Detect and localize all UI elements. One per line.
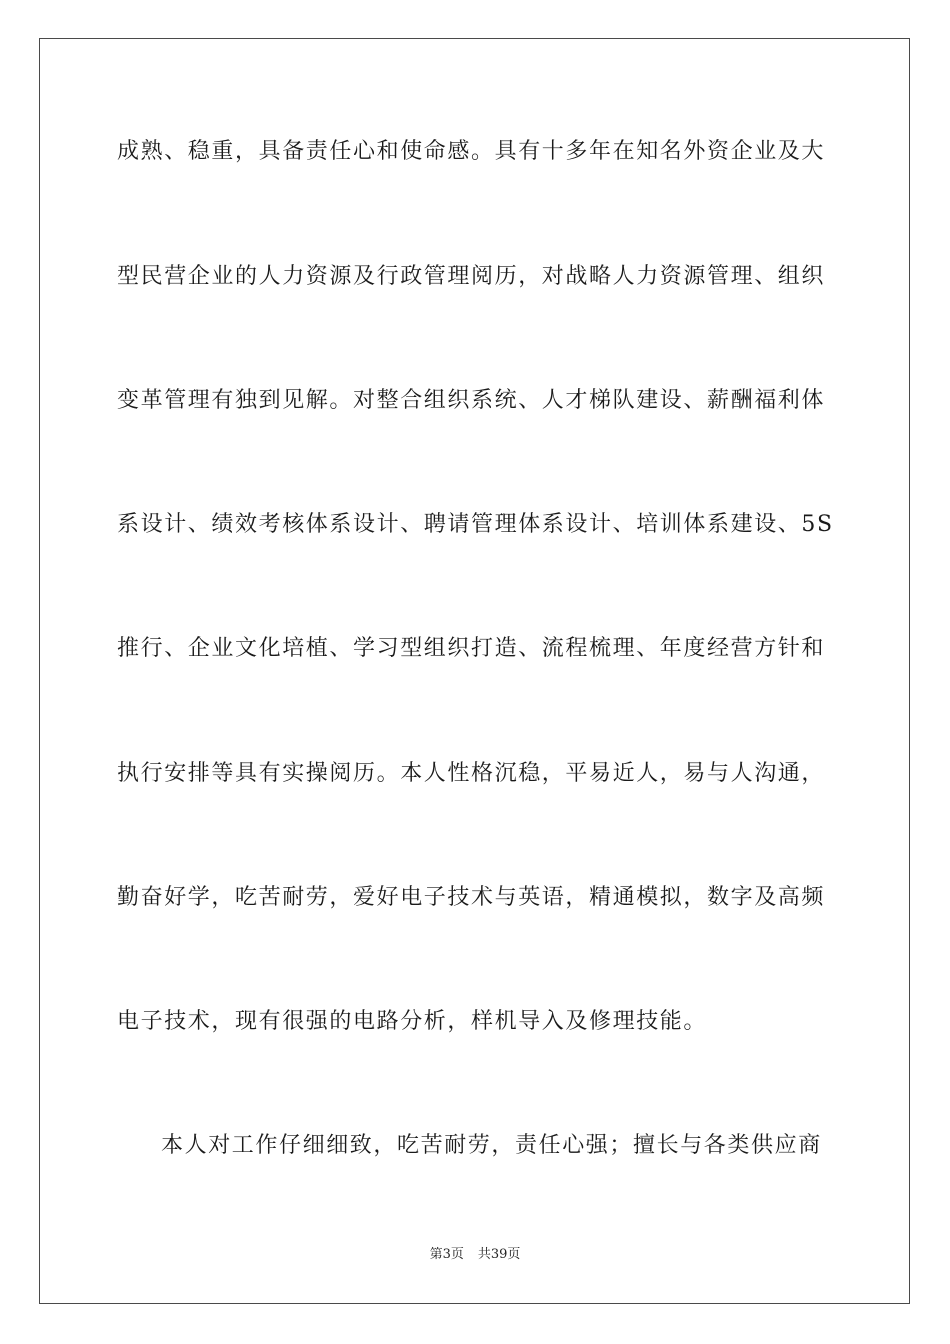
- page-total: 共39页: [477, 1247, 521, 1262]
- body-text-line: 变革管理有独到见解。对整合组织系统、人才梯队建设、薪酬福利体: [117, 388, 826, 413]
- body-text-line: 勤奋好学，吃苦耐劳，爱好电子技术与英语，精通模拟，数字及高频: [117, 885, 826, 910]
- page-footer: [0, 1246, 950, 1264]
- body-text-line: 型民营企业的人力资源及行政管理阅历，对战略人力资源管理、组织: [117, 264, 826, 289]
- body-text-line: 成熟、稳重，具备责任心和使命感。具有十多年在知名外资企业及大: [117, 139, 826, 164]
- page-border: [39, 38, 910, 1304]
- body-text-line-indented: 本人对工作仔细细致，吃苦耐劳，责任心强；擅长与各类供应商: [161, 1133, 822, 1158]
- body-text-line: 电子技术，现有很强的电路分析，样机导入及修理技能。: [117, 1009, 708, 1034]
- body-text-line: 系设计、绩效考核体系设计、聘请管理体系设计、培训体系建设、5S: [117, 512, 834, 537]
- body-text-line: 推行、企业文化培植、学习型组织打造、流程梳理、年度经营方针和: [117, 636, 826, 661]
- page-number: 第3页: [429, 1247, 464, 1262]
- body-text-line: 执行安排等具有实操阅历。本人性格沉稳，平易近人，易与人沟通，: [117, 761, 826, 786]
